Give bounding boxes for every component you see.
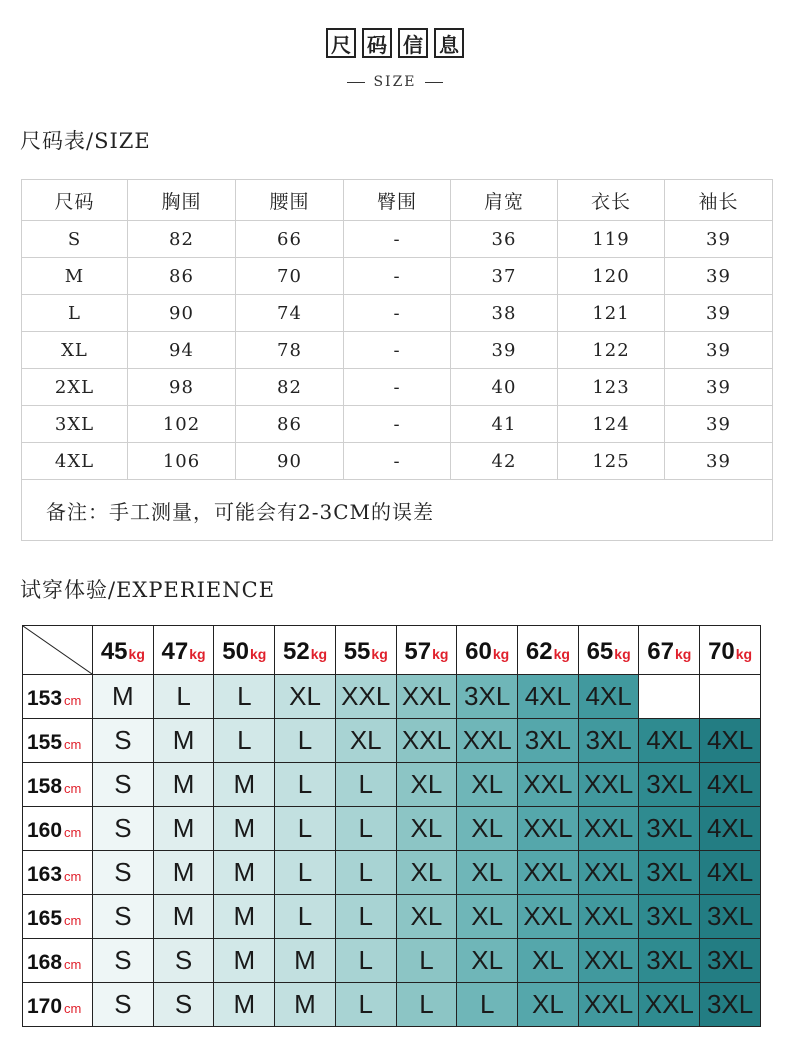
- table-cell: 102: [128, 406, 236, 443]
- corner-cell: [23, 626, 93, 675]
- recommended-size: L: [396, 939, 457, 983]
- recommended-size: XXL: [578, 807, 639, 851]
- table-cell: 82: [236, 369, 344, 406]
- recommended-size: XL: [396, 895, 457, 939]
- recommended-size: L: [396, 983, 457, 1027]
- recommended-size: S: [153, 983, 214, 1027]
- recommended-size: 3XL: [700, 939, 761, 983]
- table-cell: -: [344, 332, 451, 369]
- table-row: [22, 406, 773, 443]
- experience-row: [23, 763, 761, 807]
- recommended-size: 4XL: [700, 851, 761, 895]
- recommended-size: XXL: [518, 895, 579, 939]
- recommended-size: XXL: [518, 807, 579, 851]
- recommended-size: S: [153, 939, 214, 983]
- recommended-size: XL: [457, 851, 518, 895]
- recommended-size: XXL: [457, 719, 518, 763]
- size-table-header: [22, 180, 773, 221]
- table-cell: 39: [665, 295, 773, 332]
- divider: [425, 82, 443, 83]
- recommended-size: L: [275, 763, 336, 807]
- table-cell: -: [344, 443, 451, 480]
- height-value: 158: [27, 775, 63, 798]
- weight-unit: kg: [432, 645, 449, 662]
- table-cell: 41: [451, 406, 558, 443]
- table-row: [22, 295, 773, 332]
- recommended-size: L: [335, 983, 396, 1027]
- table-row: [22, 369, 773, 406]
- height-unit: cm: [64, 737, 82, 752]
- weight-unit: kg: [310, 645, 328, 662]
- table-cell: -: [344, 221, 451, 258]
- weight-value: 55: [343, 637, 371, 665]
- recommended-size: M: [153, 851, 214, 895]
- weight-unit: kg: [189, 645, 206, 662]
- height-value: 165: [27, 907, 63, 930]
- table-cell: 39: [665, 443, 773, 480]
- table-cell: M: [22, 258, 128, 295]
- recommended-size: 3XL: [639, 807, 700, 851]
- recommended-size: S: [93, 939, 154, 983]
- height-value: 163: [27, 863, 63, 886]
- weight-value: 65: [586, 637, 614, 665]
- table-note: 备注：手工测量，可能会有2-3CM的误差: [22, 480, 773, 541]
- weight-unit: kg: [249, 645, 267, 662]
- experience-table: [22, 625, 761, 1027]
- recommended-size: S: [93, 719, 154, 763]
- table-row: [22, 332, 773, 369]
- weight-header: [578, 626, 639, 675]
- table-cell: 39: [665, 332, 773, 369]
- height-header: [23, 807, 93, 851]
- table-cell: 2XL: [22, 369, 128, 406]
- height-unit: cm: [64, 1001, 82, 1016]
- height-unit: cm: [64, 957, 82, 972]
- recommended-size: M: [153, 807, 214, 851]
- table-note-row: [22, 480, 773, 541]
- weight-unit: kg: [553, 645, 570, 662]
- weight-header: [275, 626, 336, 675]
- recommended-size: M: [214, 895, 275, 939]
- recommended-size: L: [214, 675, 275, 719]
- recommended-size: M: [275, 939, 336, 983]
- column-header: 臀围: [344, 180, 451, 221]
- recommended-size: XL: [396, 807, 457, 851]
- experience-row: [23, 895, 761, 939]
- height-header: [23, 719, 93, 763]
- recommended-size: 3XL: [518, 719, 579, 763]
- height-value: 168: [27, 951, 63, 974]
- table-cell: 42: [451, 443, 558, 480]
- height-header: [23, 675, 93, 719]
- title-chars: [326, 28, 464, 58]
- title-char: 尺: [326, 28, 356, 58]
- weight-unit: kg: [371, 645, 388, 662]
- table-cell: 90: [236, 443, 344, 480]
- experience-row: [23, 807, 761, 851]
- table-cell: 120: [558, 258, 665, 295]
- recommended-size: L: [275, 895, 336, 939]
- recommended-size: M: [153, 895, 214, 939]
- weight-header: [335, 626, 396, 675]
- recommended-size: M: [214, 939, 275, 983]
- recommended-size: M: [214, 763, 275, 807]
- height-unit: cm: [64, 693, 82, 708]
- height-header: [23, 939, 93, 983]
- table-cell: S: [22, 221, 128, 258]
- recommended-size: 4XL: [700, 763, 761, 807]
- weight-header: [153, 626, 214, 675]
- recommended-size: L: [335, 763, 396, 807]
- table-cell: 90: [128, 295, 236, 332]
- diagonal-line: [23, 626, 92, 674]
- experience-header: [23, 626, 761, 675]
- table-cell: 39: [665, 406, 773, 443]
- recommended-size: 4XL: [639, 719, 700, 763]
- recommended-size: 4XL: [700, 719, 761, 763]
- title-char: 信: [398, 28, 428, 58]
- recommended-size: S: [93, 807, 154, 851]
- recommended-size: 3XL: [700, 895, 761, 939]
- weight-value: 67: [647, 637, 674, 665]
- recommended-size: L: [335, 895, 396, 939]
- experience-section-label: 试穿体验/EXPERIENCE: [20, 578, 276, 602]
- weight-header: [457, 626, 518, 675]
- column-header: 衣长: [558, 180, 665, 221]
- recommended-size: XL: [457, 807, 518, 851]
- height-value: 153: [27, 687, 63, 710]
- weight-value: 47: [161, 637, 189, 665]
- recommended-size: L: [275, 719, 336, 763]
- height-header: [23, 895, 93, 939]
- recommended-size: 3XL: [639, 895, 700, 939]
- column-header: 尺码: [22, 180, 128, 221]
- table-cell: 121: [558, 295, 665, 332]
- divider: [347, 82, 365, 83]
- weight-value: 70: [708, 637, 735, 665]
- recommended-size: M: [214, 851, 275, 895]
- weight-header: [639, 626, 700, 675]
- table-cell: 39: [665, 221, 773, 258]
- title-char: 码: [362, 28, 392, 58]
- table-cell: -: [344, 295, 451, 332]
- weight-unit: kg: [675, 645, 692, 662]
- weight-header: [396, 626, 457, 675]
- table-cell: 74: [236, 295, 344, 332]
- table-cell: 86: [128, 258, 236, 295]
- size-table: [21, 179, 773, 541]
- recommended-size: M: [214, 807, 275, 851]
- table-cell: 39: [451, 332, 558, 369]
- weight-header: [214, 626, 275, 675]
- table-cell: 3XL: [22, 406, 128, 443]
- recommended-size: XL: [457, 763, 518, 807]
- recommended-size: XXL: [578, 939, 639, 983]
- recommended-size: S: [93, 851, 154, 895]
- recommended-size: 3XL: [639, 939, 700, 983]
- weight-value: 45: [100, 637, 128, 665]
- recommended-size: M: [275, 983, 336, 1027]
- table-cell: 122: [558, 332, 665, 369]
- table-cell: 78: [236, 332, 344, 369]
- recommended-size: XXL: [578, 851, 639, 895]
- table-cell: 125: [558, 443, 665, 480]
- recommended-size: 3XL: [578, 719, 639, 763]
- weight-header: [518, 626, 579, 675]
- column-header: 胸围: [128, 180, 236, 221]
- height-header: [23, 763, 93, 807]
- recommended-size: XXL: [578, 983, 639, 1027]
- recommended-size: M: [93, 675, 154, 719]
- experience-row: [23, 939, 761, 983]
- experience-row: [23, 719, 761, 763]
- experience-row: [23, 675, 761, 719]
- table-cell: -: [344, 369, 451, 406]
- recommended-size: L: [275, 807, 336, 851]
- height-unit: cm: [64, 825, 82, 840]
- table-cell: 4XL: [22, 443, 128, 480]
- recommended-size: S: [93, 895, 154, 939]
- recommended-size: XL: [457, 939, 518, 983]
- weight-unit: kg: [128, 645, 145, 662]
- weight-unit: kg: [492, 645, 510, 662]
- recommended-size: XXL: [396, 719, 457, 763]
- recommended-size: 4XL: [518, 675, 579, 719]
- recommended-size: XL: [518, 983, 579, 1027]
- recommended-size: XXL: [578, 895, 639, 939]
- recommended-size: XL: [518, 939, 579, 983]
- table-cell: 36: [451, 221, 558, 258]
- table-cell: 70: [236, 258, 344, 295]
- recommended-size: XXL: [518, 851, 579, 895]
- recommended-size: L: [335, 807, 396, 851]
- recommended-size: 3XL: [457, 675, 518, 719]
- height-value: 155: [27, 731, 63, 754]
- column-header: 肩宽: [451, 180, 558, 221]
- height-unit: cm: [64, 913, 82, 928]
- table-cell: -: [344, 258, 451, 295]
- weight-value: 62: [525, 637, 553, 665]
- page-subtitle: [0, 74, 790, 90]
- table-cell: -: [344, 406, 451, 443]
- column-header: 袖长: [665, 180, 773, 221]
- page-title: [0, 28, 790, 58]
- weight-header: [700, 626, 761, 675]
- table-row: [22, 443, 773, 480]
- table-cell: 37: [451, 258, 558, 295]
- table-cell: 82: [128, 221, 236, 258]
- table-cell: 38: [451, 295, 558, 332]
- experience-row: [23, 983, 761, 1027]
- height-unit: cm: [64, 781, 82, 796]
- height-unit: cm: [64, 869, 82, 884]
- recommended-size: M: [153, 763, 214, 807]
- recommended-size: L: [153, 675, 214, 719]
- weight-value: 60: [465, 637, 492, 665]
- table-cell: 124: [558, 406, 665, 443]
- recommended-size: 3XL: [639, 851, 700, 895]
- height-header: [23, 851, 93, 895]
- table-cell: 39: [665, 369, 773, 406]
- table-cell: 106: [128, 443, 236, 480]
- size-section-label: 尺码表/SIZE: [20, 129, 151, 153]
- recommended-size: 3XL: [639, 763, 700, 807]
- recommended-size: XXL: [396, 675, 457, 719]
- recommended-size: 4XL: [578, 675, 639, 719]
- table-cell: 94: [128, 332, 236, 369]
- weight-value: 57: [404, 637, 432, 665]
- recommended-size: 3XL: [700, 983, 761, 1027]
- table-cell: L: [22, 295, 128, 332]
- table-cell: 98: [128, 369, 236, 406]
- recommended-size: S: [93, 763, 154, 807]
- recommended-size: L: [335, 851, 396, 895]
- recommended-size: M: [153, 719, 214, 763]
- recommended-size: XXL: [335, 675, 396, 719]
- weight-unit: kg: [614, 645, 631, 662]
- table-row: [22, 258, 773, 295]
- recommended-size: XXL: [578, 763, 639, 807]
- weight-header: [93, 626, 154, 675]
- recommended-size: [700, 675, 761, 719]
- table-cell: 123: [558, 369, 665, 406]
- recommended-size: XL: [275, 675, 336, 719]
- recommended-size: XL: [335, 719, 396, 763]
- height-header: [23, 983, 93, 1027]
- recommended-size: L: [457, 983, 518, 1027]
- subtitle-text: SIZE: [373, 74, 417, 90]
- recommended-size: XL: [457, 895, 518, 939]
- height-value: 170: [27, 995, 63, 1018]
- column-header: 腰围: [236, 180, 344, 221]
- recommended-size: L: [335, 939, 396, 983]
- recommended-size: XXL: [639, 983, 700, 1027]
- weight-value: 50: [222, 637, 249, 665]
- weight-value: 52: [282, 637, 310, 665]
- table-row: [22, 221, 773, 258]
- recommended-size: M: [214, 983, 275, 1027]
- recommended-size: XXL: [518, 763, 579, 807]
- height-value: 160: [27, 819, 63, 842]
- recommended-size: L: [275, 851, 336, 895]
- table-cell: 86: [236, 406, 344, 443]
- table-cell: 119: [558, 221, 665, 258]
- recommended-size: 4XL: [700, 807, 761, 851]
- recommended-size: XL: [396, 851, 457, 895]
- weight-unit: kg: [735, 645, 753, 662]
- recommended-size: L: [214, 719, 275, 763]
- table-cell: 40: [451, 369, 558, 406]
- table-cell: 66: [236, 221, 344, 258]
- title-char: 息: [434, 28, 464, 58]
- recommended-size: XL: [396, 763, 457, 807]
- table-cell: XL: [22, 332, 128, 369]
- experience-row: [23, 851, 761, 895]
- recommended-size: [639, 675, 700, 719]
- recommended-size: S: [93, 983, 154, 1027]
- table-cell: 39: [665, 258, 773, 295]
